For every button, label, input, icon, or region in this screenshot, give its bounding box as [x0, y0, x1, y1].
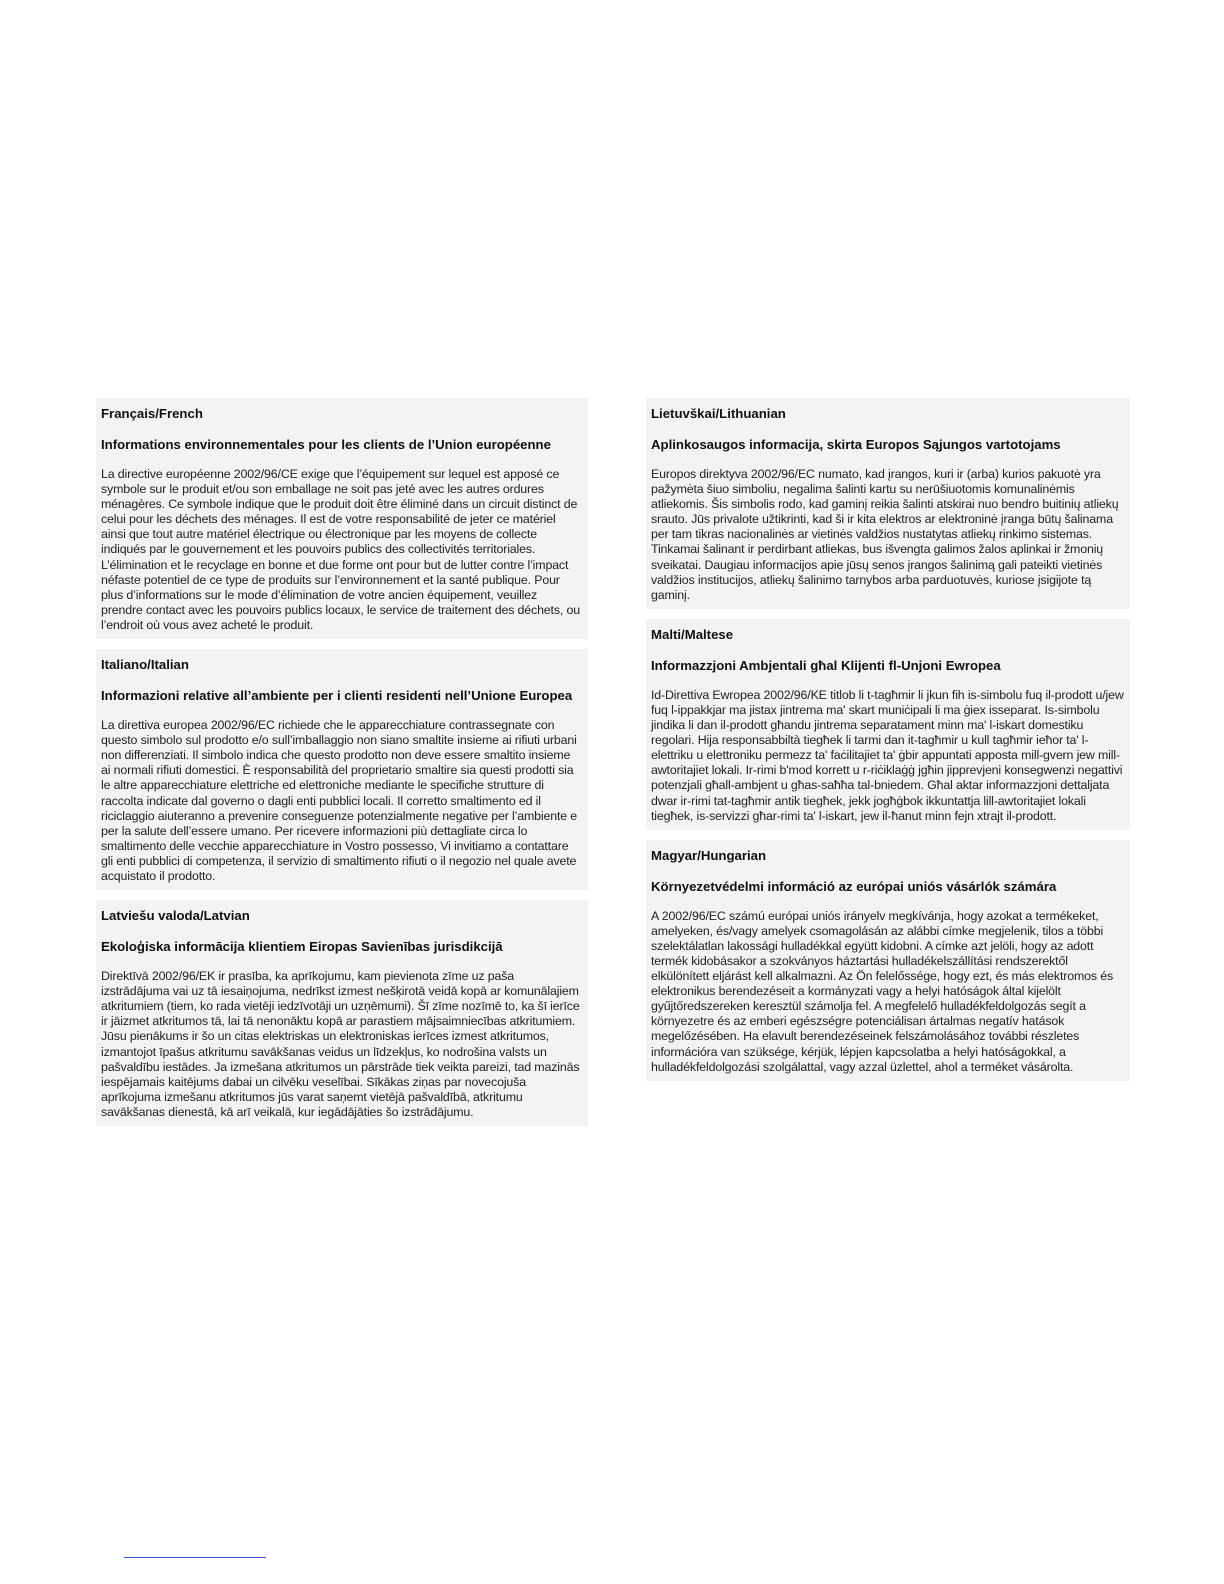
section-hungarian: [646, 840, 1130, 1081]
section-french: [96, 398, 588, 639]
section-italian: [96, 649, 588, 890]
section-heading: Informazioni relative all’ambiente per i clienti residenti nell’Unione Europea: [101, 688, 573, 704]
language-title: Lietuvškai/Lithuanian: [651, 406, 786, 421]
section-maltese: [646, 619, 1130, 830]
section-body: Id-Direttiva Ewropea 2002/96/KE titlob li t-tagħmir li jkun fih is-simbolu fuq il-prodott u/jew fuq l-ippakkjar ma jistax jintrema ma' skart muniċipali li ma ġiex isseparat. Is-simbolu jindika li dan il-prodott għandu jintrema separatament minn ma' l-iskart domestiku regolari. Hija responsabbiltà tiegħek li tarmi dan it-tagħmir u kull tagħmir ieħor ta' l-elettriku u elettroniku permezz ta' faċilitajiet ta' ġbir appuntati apposta mill-gvern jew mill-awtoritajiet lokali. Ir-rimi b'mod korrett u r-riċiklaġġ jgħin jipprevjeni konsegwenzi negattivi potenzjali għall-ambjent u għas-saħħa tal-bniedem. Għal aktar informazzjoni dettaljata dwar ir-rimi tat-tagħmir antik tiegħek, jekk jogħġbok ikkuntattja lill-awtoritajiet lokali tiegħek, is-servizzi għar-rimi ta' l-iskart, jew il-ħanut minn fejn xtrajt il-prodott.: [651, 687, 1124, 823]
section-heading: Informazzjoni Ambjentali għal Klijenti fl-Unjoni Ewropea: [651, 657, 1001, 673]
section-heading: Környezetvédelmi információ az európai uniós vásárlók számára: [651, 878, 1057, 894]
language-title: Français/French: [101, 406, 203, 421]
section-body: La direttiva europea 2002/96/EC richiede che le apparecchiature contrassegnate con questo simbolo sul prodotto e/o sull’imballaggio non siano smaltite insieme ai rifiuti urbani non differenziati. Il simbolo indica che questo prodotto non deve essere smaltito insieme ai normali rifiuti domestici. È responsabilità del proprietario smaltire sia questi prodotti sia le altre apparecchiature elettriche ed elettroniche mediante le specifiche strutture di raccolta indicate dal governo o dagli enti pubblici locali. Il corretto smaltimento ed il riciclaggio aiuteranno a prevenire conseguenze potenzialmente negative per l’ambiente e per la salute dell’essere umano. Per ricevere informazioni più dettagliate circa lo smaltimento delle vecchie apparecchiature in Vostro possesso, Vi invitiamo a contattare gli enti pubblici di competenza, il servizio di smaltimento rifiuti o il negozio nel quale avete acquistato il prodotto.: [101, 718, 578, 883]
left-column: [96, 398, 588, 1136]
section-body: Direktīvā 2002/96/EK ir prasība, ka aprīkojumu, kam pievienota zīme uz paša izstrādājuma vai uz tā iesaiņojuma, nedrīkst izmest nešķirotā veidā kopā ar komunālajiem atkritumiem (tiem, ko rada vietēji iedzīvotāji un uzņēmumi). Šī zīme nozīmē to, ka šī ierīce ir jāizmet atkritumos tā, lai tā nenonāktu kopā ar parastiem mājsaimniecības atkritumiem. Jūsu pienākums ir šo un citas elektriskas un elektroniskas ierīces izmest atkritumos, izmantojot īpašus atkritumu savākšanas veidus un līdzekļus, ko nodrošina valsts un pašvaldību iestādes. Ja izmešana atkritumos un pārstrāde tiek veikta pareizi, tad mazinās iespējamais kaitējums dabai un cilvēku veselībai. Sīkākas ziņas par novecojuša aprīkojuma izmešanu atkritumos jūs varat saņemt vietējā pašvaldībā, atkritumu savākšanas dienestā, kā arī veikalā, kur iegādājāties šo izstrādājumu.: [101, 969, 580, 1119]
language-title: Malti/Maltese: [651, 626, 734, 642]
section-heading: Aplinkosaugos informacija, skirta Europos Sąjungos vartotojams: [651, 437, 1061, 452]
section-lithuanian: [646, 398, 1130, 609]
section-latvian: [96, 900, 588, 1126]
language-title: Italiano/Italian: [101, 657, 189, 673]
language-title: Magyar/Hungarian: [651, 847, 767, 863]
section-heading: Informations environnementales pour les clients de l’Union européenne: [101, 437, 551, 452]
section-body: Europos direktyva 2002/96/EC numato, kad įrangos, kuri ir (arba) kurios pakuotė yra pažymėta šiuo simboliu, negalima šalinti kartu su nerūšiuotomis komunalinėmis atliekomis. Šis simbolis rodo, kad gaminį reikia šalinti atskirai nuo bendro buitinių atliekų srauto. Jūs privalote užtikrinti, kad ši ir kita elektros ar elektroninė įranga būtų šalinama per tam tikras nacionalinės ar vietinės valdžios nustatytas atliekų rinkimo sistemas. Tinkamai šalinant ir perdirbant atliekas, bus išvengta galimos žalos aplinkai ir žmonių sveikatai. Daugiau informacijos apie jūsų senos įrangos šalinimą gali pateikti vietinės valdžios institucijos, atliekų šalinimo tarnybos arba parduotuvės, kuriose įsigijote tą gaminį.: [651, 467, 1119, 602]
language-title: Latviešu valoda/Latvian: [101, 908, 250, 924]
right-column: [646, 398, 1130, 1091]
section-body: A 2002/96/EC számú európai uniós irányelv megkívánja, hogy azokat a termékeket, amelyeken, és/vagy amelyek csomagolásán az alábbi címke megjelenik, tilos a többi szelektálatlan lakossági hulladékkal együtt kidobni. A címke azt jelöli, hogy az adott termék kidobásakor a szokványos háztartási hulladékelszállítási rendszerektől elkülönített eljárást kell alkalmazni. Az Ön felelőssége, hogy ezt, és más elektromos és elektronikus berendezéseit a kormányzati vagy a helyi hatóságok által kijelölt gyűjtőredszereken keresztül számolja fel. A megfelelő hulladékfeldolgozás segít a környezetre és az emberi egészségre potenciálisan ártalmas negatív hatások megelőzésében. Ha elavult berendezéseinek felszámolásához további részletes információra van szüksége, kérjük, lépjen kapcsolatba a helyi hatóságokkal, a hulladékfeldolgozási szolgálattal, vagy azzal üzlettel, ahol a terméket vásárolta.: [651, 908, 1114, 1074]
section-body: La directive européenne 2002/96/CE exige que l’équipement sur lequel est apposé ce symbole sur le produit et/ou son emballage ne soit pas jeté avec les autres ordures ménagères. Ce symbole indique que le produit doit être éliminé dans un circuit distinct de celui pour les déchets des ménages. Il est de votre responsabilité de jeter ce matériel ainsi que tout autre matériel électrique ou électronique par les moyens de collecte indiqués par le gouvernement et les pouvoirs publics des collectivités territoriales. L’élimination et le recyclage en bonne et due forme ont pour but de lutter contre l’impact néfaste potentiel de ce type de produits sur l’environnement et la santé publique. Pour plus d’informations sur le mode d’élimination de votre ancien équipement, veuillez prendre contact avec les pouvoirs publics locaux, le service de traitement des déchets, ou l’endroit où vous avez acheté le produit.: [101, 467, 580, 632]
footnote-divider: [124, 1557, 266, 1558]
section-heading: Ekoloģiska informācija klientiem Eiropas Savienības jurisdikcijā: [101, 939, 503, 955]
